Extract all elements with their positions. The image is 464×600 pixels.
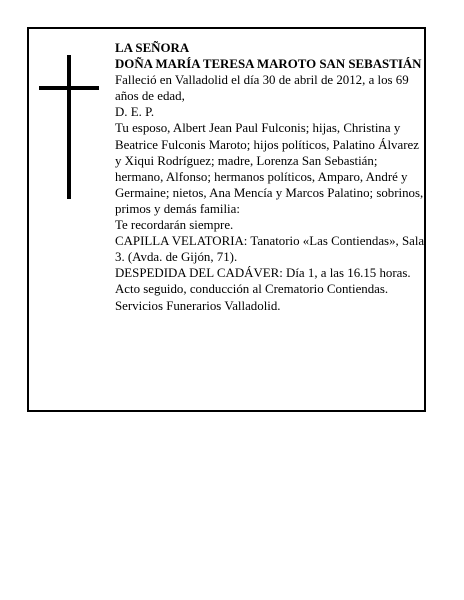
- farewell-info: DESPEDIDA DEL CADÁVER: Día 1, a las 16.15 horas. Acto seguido, conducción al Crematorio Contiendas.: [115, 266, 411, 297]
- chapel-info: CAPILLA VELATORIA: Tanatorio «Las Contiendas», Sala 3. (Avda. de Gijón, 71).: [115, 234, 425, 265]
- cross-vertical-bar: [67, 55, 71, 199]
- family-list: Tu esposo, Albert Jean Paul Fulconis; hijas, Christina y Beatrice Fulconis Maroto; hijos políticos, Palatino Álvarez y Xiqui Rodríguez; madre, Lorenza San Sebastián; hermano, Alfonso; hermanos políticos, Amparo, André y Germaine; nietos, Ana Mencía y Marcos Palatino; sobrinos, primos y demás familia:: [115, 121, 424, 216]
- notice-text: [115, 40, 425, 314]
- obituary-notice: [27, 27, 426, 412]
- funeral-services: Servicios Funerarios Valladolid.: [115, 298, 281, 313]
- death-info: Falleció en Valladolid el día 30 de abril de 2012, a los 69 años de edad,: [115, 73, 409, 104]
- cross-icon: [39, 55, 99, 199]
- salutation: LA SEÑORA: [115, 41, 190, 55]
- deceased-name: DOÑA MARÍA TERESA MAROTO SAN SEBASTIÁN: [115, 57, 422, 72]
- cross-horizontal-bar: [39, 86, 99, 90]
- rip-line: D. E. P.: [115, 105, 155, 120]
- remembrance-line: Te recordarán siempre.: [115, 218, 234, 233]
